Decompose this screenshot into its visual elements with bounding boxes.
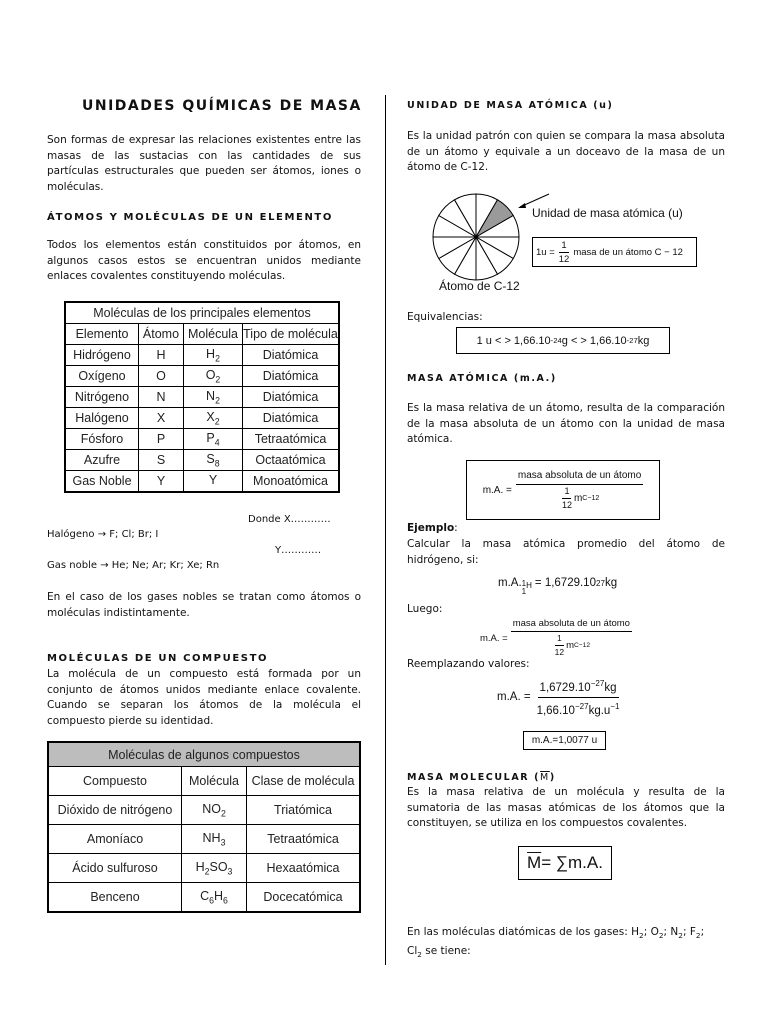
donde-y: Y…………: [275, 545, 322, 556]
gasnoble-label: Gas noble: [47, 560, 97, 571]
page-title: UNIDADES QUÍMICAS DE MASA: [82, 98, 362, 114]
table-row: [48, 883, 360, 913]
compounds-paragraph: La molécula de un compuesto está formada por un conjunto de átomos unidos mediante enlace covalente. Cuando se separan los átomos de la molécula el compuesto pierde su identidad.: [47, 668, 361, 727]
header-molecula: Molécula: [182, 767, 247, 796]
uma-fraction: [557, 239, 572, 266]
equiv-part-c: kg: [637, 334, 650, 347]
reemplazando-label: Reemplazando valores:: [407, 658, 530, 670]
luego-fraction-num: masa absoluta de un átomo: [511, 617, 632, 632]
cell-molecula: [184, 387, 243, 408]
mol-symbol: O: [205, 367, 216, 382]
mol-symbol: H: [206, 346, 216, 361]
rv-den-unit-exp: −1: [610, 701, 620, 711]
uma-figure-label: Unidad de masa atómica (u): [532, 206, 683, 220]
mm-formula-box: [518, 846, 612, 880]
formula-part: H: [195, 859, 205, 874]
table-caption: Moléculas de algunos compuestos: [48, 742, 360, 767]
pointer-arrowhead: [518, 203, 526, 208]
luego-lhs: m.A. =: [480, 632, 508, 644]
mol-symbol: X: [206, 409, 215, 424]
atoms-paragraph: Todos los elementos están constituidos por átomos, en algunos casos estos se encuentran unidos mediante enlaces covalentes constituyendo moléculas.: [47, 239, 361, 282]
cell-clase: Docecatómica: [247, 883, 361, 913]
cell-compuesto: Amoníaco: [48, 825, 182, 854]
luego-inner-fraction: [553, 632, 566, 659]
ejemplo-paragraph: Calcular la masa atómica promedio del átomo de hidrógeno, si:: [407, 538, 725, 566]
ej-rhs-exp: 27: [595, 578, 605, 588]
formula-part: H: [214, 888, 224, 903]
cell-molecula: [184, 408, 243, 429]
elements-table: [64, 301, 340, 493]
ejemplo-label: Ejemplo: [407, 522, 455, 534]
equivalencias-box: [456, 327, 670, 354]
diat-n: ; N: [663, 926, 679, 938]
rv-lhs: m.A. =: [497, 691, 531, 704]
column-divider: [385, 95, 386, 965]
cell-compuesto: Benceno: [48, 883, 182, 913]
result-box: m.A.=1,0077 u: [523, 731, 606, 750]
cell-molecula: [184, 471, 243, 493]
cell-elemento: Oxígeno: [65, 366, 139, 387]
luego-den-m: m: [566, 640, 574, 651]
cell-clase: Triatómica: [247, 796, 361, 825]
formula-part: SO: [209, 859, 228, 874]
diat-f: ; F: [682, 926, 696, 938]
formula-part: NO: [202, 801, 221, 816]
ma-inner-num: 1: [562, 485, 571, 499]
luego-inner-den: 12: [554, 647, 565, 657]
mol-symbol: S: [206, 451, 215, 466]
cell-tipo: Octaatómica: [243, 450, 340, 471]
mol-symbol: Y: [208, 472, 218, 487]
equiv-part-b: g < > 1,66.10: [561, 334, 627, 347]
intro-paragraph: Son formas de expresar las relaciones existentes entre las masas de las sustacias con las cantidades de sus partículas estructurales que pueden ser átomos, iones o moléculas.: [47, 134, 361, 193]
formula-part: 3: [220, 837, 226, 848]
cell-atomo: Y: [139, 471, 184, 493]
rv-fraction: [535, 675, 622, 720]
cell-clase: Tetraatómica: [247, 825, 361, 854]
ej-atomic-number: 1: [521, 587, 527, 596]
reemplazo-formula: [497, 675, 622, 720]
ma-formula-lhs: m.A. =: [482, 484, 512, 496]
arrow-right-icon: →: [97, 529, 107, 540]
mm-title-symbol: $\overline{M}$: [540, 772, 550, 783]
section-title-compounds: MOLÉCULAS DE UN COMPUESTO: [47, 653, 269, 664]
rv-num-value: 1,6729.10: [539, 681, 591, 694]
ejemplo-given: [498, 570, 617, 596]
cell-elemento: Hidrógeno: [65, 345, 139, 366]
luego-inner-num: 1: [555, 632, 564, 646]
mol-symbol: P: [206, 430, 215, 445]
gasnoble-line: [47, 560, 219, 571]
cell-elemento: Halógeno: [65, 408, 139, 429]
cell-atomo: O: [139, 366, 184, 387]
header-elemento: Elemento: [65, 324, 139, 345]
header-molecula: Molécula: [184, 324, 243, 345]
luego-fraction-den: [551, 632, 592, 659]
cell-molecula: [184, 345, 243, 366]
diat-o: ; O: [643, 926, 659, 938]
cell-formula: [182, 825, 247, 854]
equiv-part-a: 1 u < > 1,66.10: [476, 334, 551, 347]
halogeno-line: [47, 529, 158, 540]
formula-part: 6: [223, 895, 228, 906]
cell-tipo: Tetraatómica: [243, 429, 340, 450]
ejemplo-colon: :: [454, 522, 458, 534]
uma-formula-lhs: 1u =: [536, 246, 555, 258]
equiv-exp-a: -24: [550, 336, 562, 345]
table-row: [65, 471, 339, 493]
ma-inner-fraction: [560, 485, 574, 512]
table-row: [65, 450, 339, 471]
cell-tipo: Diatómica: [243, 345, 340, 366]
cell-tipo: Monoatómica: [243, 471, 340, 493]
rv-num-unit: kg: [604, 681, 617, 694]
table-row: [48, 825, 360, 854]
equiv-exp-b: -27: [626, 336, 638, 345]
ma-formula-box: [466, 460, 660, 520]
cell-atomo: H: [139, 345, 184, 366]
mm-title-end: ): [549, 772, 556, 783]
formula-part: NH: [202, 830, 221, 845]
rv-den-exp: −27: [574, 701, 589, 711]
cell-atomo: N: [139, 387, 184, 408]
diat-sub-h: 2: [639, 931, 644, 941]
section-title-uma: UNIDAD DE MASA ATÓMICA (u): [407, 100, 614, 111]
mm-formula-symbol: $\overline{M}$: [527, 853, 542, 872]
mol-symbol: N: [206, 388, 216, 403]
uma-fraction-den: 12: [558, 253, 570, 265]
mm-formula-rest: = ∑m.A.: [541, 853, 603, 872]
formula-part: 2: [204, 866, 210, 877]
ma-den-m: m: [573, 493, 583, 504]
cell-atomo: S: [139, 450, 184, 471]
diat-end: se tiene:: [421, 944, 471, 957]
table-caption: Moléculas de los principales elementos: [65, 302, 339, 324]
ma-fraction-num: masa absoluta de un átomo: [516, 468, 643, 485]
luego-den-sub: C−12: [574, 642, 591, 649]
table-row: [48, 854, 360, 883]
section-title-ma: MASA ATÓMICA (m.A.): [407, 373, 557, 384]
cell-elemento: Nitrógeno: [65, 387, 139, 408]
compounds-table: [47, 741, 361, 913]
cell-formula: [182, 883, 247, 913]
formula-part: C: [200, 888, 210, 903]
atom-figure-label: Átomo de C-12: [439, 279, 520, 293]
rv-den-value: 1,66.10: [536, 704, 575, 717]
section-title-mm: [407, 772, 556, 783]
rv-den-unit: kg.u: [588, 704, 611, 717]
cell-tipo: Diatómica: [243, 408, 340, 429]
cell-atomo: X: [139, 408, 184, 429]
uma-fraction-num: 1: [561, 239, 567, 251]
header-compuesto: Compuesto: [48, 767, 182, 796]
diat-semicolon: ;: [700, 926, 705, 938]
ma-den-sub: C−12: [582, 495, 600, 502]
mm-paragraph: Es la masa relativa de un molécula y resulta de la sumatoria de las masas atómicas de los átomos que la constituyen, se utiliza en los compuestos covalentes.: [407, 786, 725, 829]
luego-label: Luego:: [407, 603, 443, 615]
formula-part: 3: [227, 866, 233, 877]
ejemplo-heading: [407, 522, 458, 534]
mol-subscript: 2: [214, 416, 220, 427]
ej-rhs-unit: kg: [604, 577, 618, 589]
ej-lhs: m.A.: [498, 577, 522, 589]
arrow-right-icon: →: [100, 560, 109, 571]
ej-rhs: = 1,6729.10: [534, 577, 596, 589]
uma-formula-box: [532, 237, 697, 267]
gasnoble-list: He; Ne; Ar; Kr; Xe; Rn: [111, 560, 220, 571]
ma-fraction: [516, 468, 643, 512]
ma-fraction-den: [558, 485, 601, 512]
cell-formula: [182, 854, 247, 883]
diat-sub-f: 2: [695, 931, 701, 941]
table-row: [65, 408, 339, 429]
cell-molecula: [184, 450, 243, 471]
table-row: [65, 387, 339, 408]
header-tipo: Tipo de molécula: [243, 324, 340, 345]
mm-title-text: MASA MOLECULAR (: [407, 772, 541, 783]
donde-x: Donde X…………: [248, 514, 331, 525]
mol-subscript: 4: [214, 437, 220, 448]
mol-subscript: 2: [215, 353, 220, 364]
luego-fraction: [511, 617, 632, 659]
mol-subscript: 8: [214, 458, 220, 469]
halogeno-list: F; Cl; Br; I: [109, 529, 159, 540]
diat-sub-o: 2: [658, 931, 664, 941]
mol-subscript: 2: [215, 374, 221, 385]
header-atomo: Átomo: [139, 324, 184, 345]
diat-sub-n: 2: [678, 931, 683, 941]
cell-tipo: Diatómica: [243, 366, 340, 387]
cell-molecula: [184, 429, 243, 450]
cell-elemento: Azufre: [65, 450, 139, 471]
diat-text-a: En las moléculas diatómicas de los gases: H: [407, 926, 640, 938]
header-clase: Clase de molécula: [247, 767, 361, 796]
table-row: [65, 345, 339, 366]
ma-paragraph: Es la masa relativa de un átomo, resulta de la comparación de la masa absoluta de un átomo con la unidad de masa atómica.: [407, 402, 725, 445]
ma-inner-den: 12: [561, 500, 572, 510]
formula-part: 6: [209, 895, 214, 906]
mol-subscript: 2: [215, 395, 220, 406]
carbon-atom-pie: [433, 194, 519, 280]
halogeno-label: Halógeno: [47, 529, 95, 540]
rv-num-exp: −27: [590, 679, 605, 688]
uma-paragraph: Es la unidad patrón con quien se compara la masa absoluta de un átomo y equivale a un doceavo de la masa de un átomo de C-12.: [407, 130, 725, 173]
diatomic-paragraph: [407, 925, 725, 962]
section-title-atoms: ÁTOMOS Y MOLÉCULAS DE UN ELEMENTO: [47, 212, 333, 223]
ej-mass-number: 1: [521, 579, 527, 588]
diat-sub-cl: 2: [417, 949, 422, 959]
formula-part: 2: [220, 808, 226, 819]
diat-cl: Cl: [407, 944, 418, 957]
cell-compuesto: Dióxido de nitrógeno: [48, 796, 182, 825]
uma-formula-rhs: masa de un átomo C − 12: [573, 246, 683, 258]
cell-tipo: Diatómica: [243, 387, 340, 408]
cell-molecula: [184, 366, 243, 387]
equivalencias-label: Equivalencias:: [407, 311, 483, 323]
rv-num: [538, 675, 619, 698]
table-row: [65, 429, 339, 450]
cell-elemento: Fósforo: [65, 429, 139, 450]
cell-clase: Hexaatómica: [247, 854, 361, 883]
gases-paragraph: En el caso de los gases nobles se tratan como átomos o moléculas indistintamente.: [47, 591, 361, 619]
ej-element: H: [526, 580, 532, 590]
rv-den: [535, 698, 622, 720]
cell-atomo: P: [139, 429, 184, 450]
table-row: [65, 366, 339, 387]
cell-compuesto: Ácido sulfuroso: [48, 854, 182, 883]
cell-formula: [182, 796, 247, 825]
table-row: [48, 796, 360, 825]
cell-elemento: Gas Noble: [65, 471, 139, 493]
luego-formula: [480, 617, 632, 659]
